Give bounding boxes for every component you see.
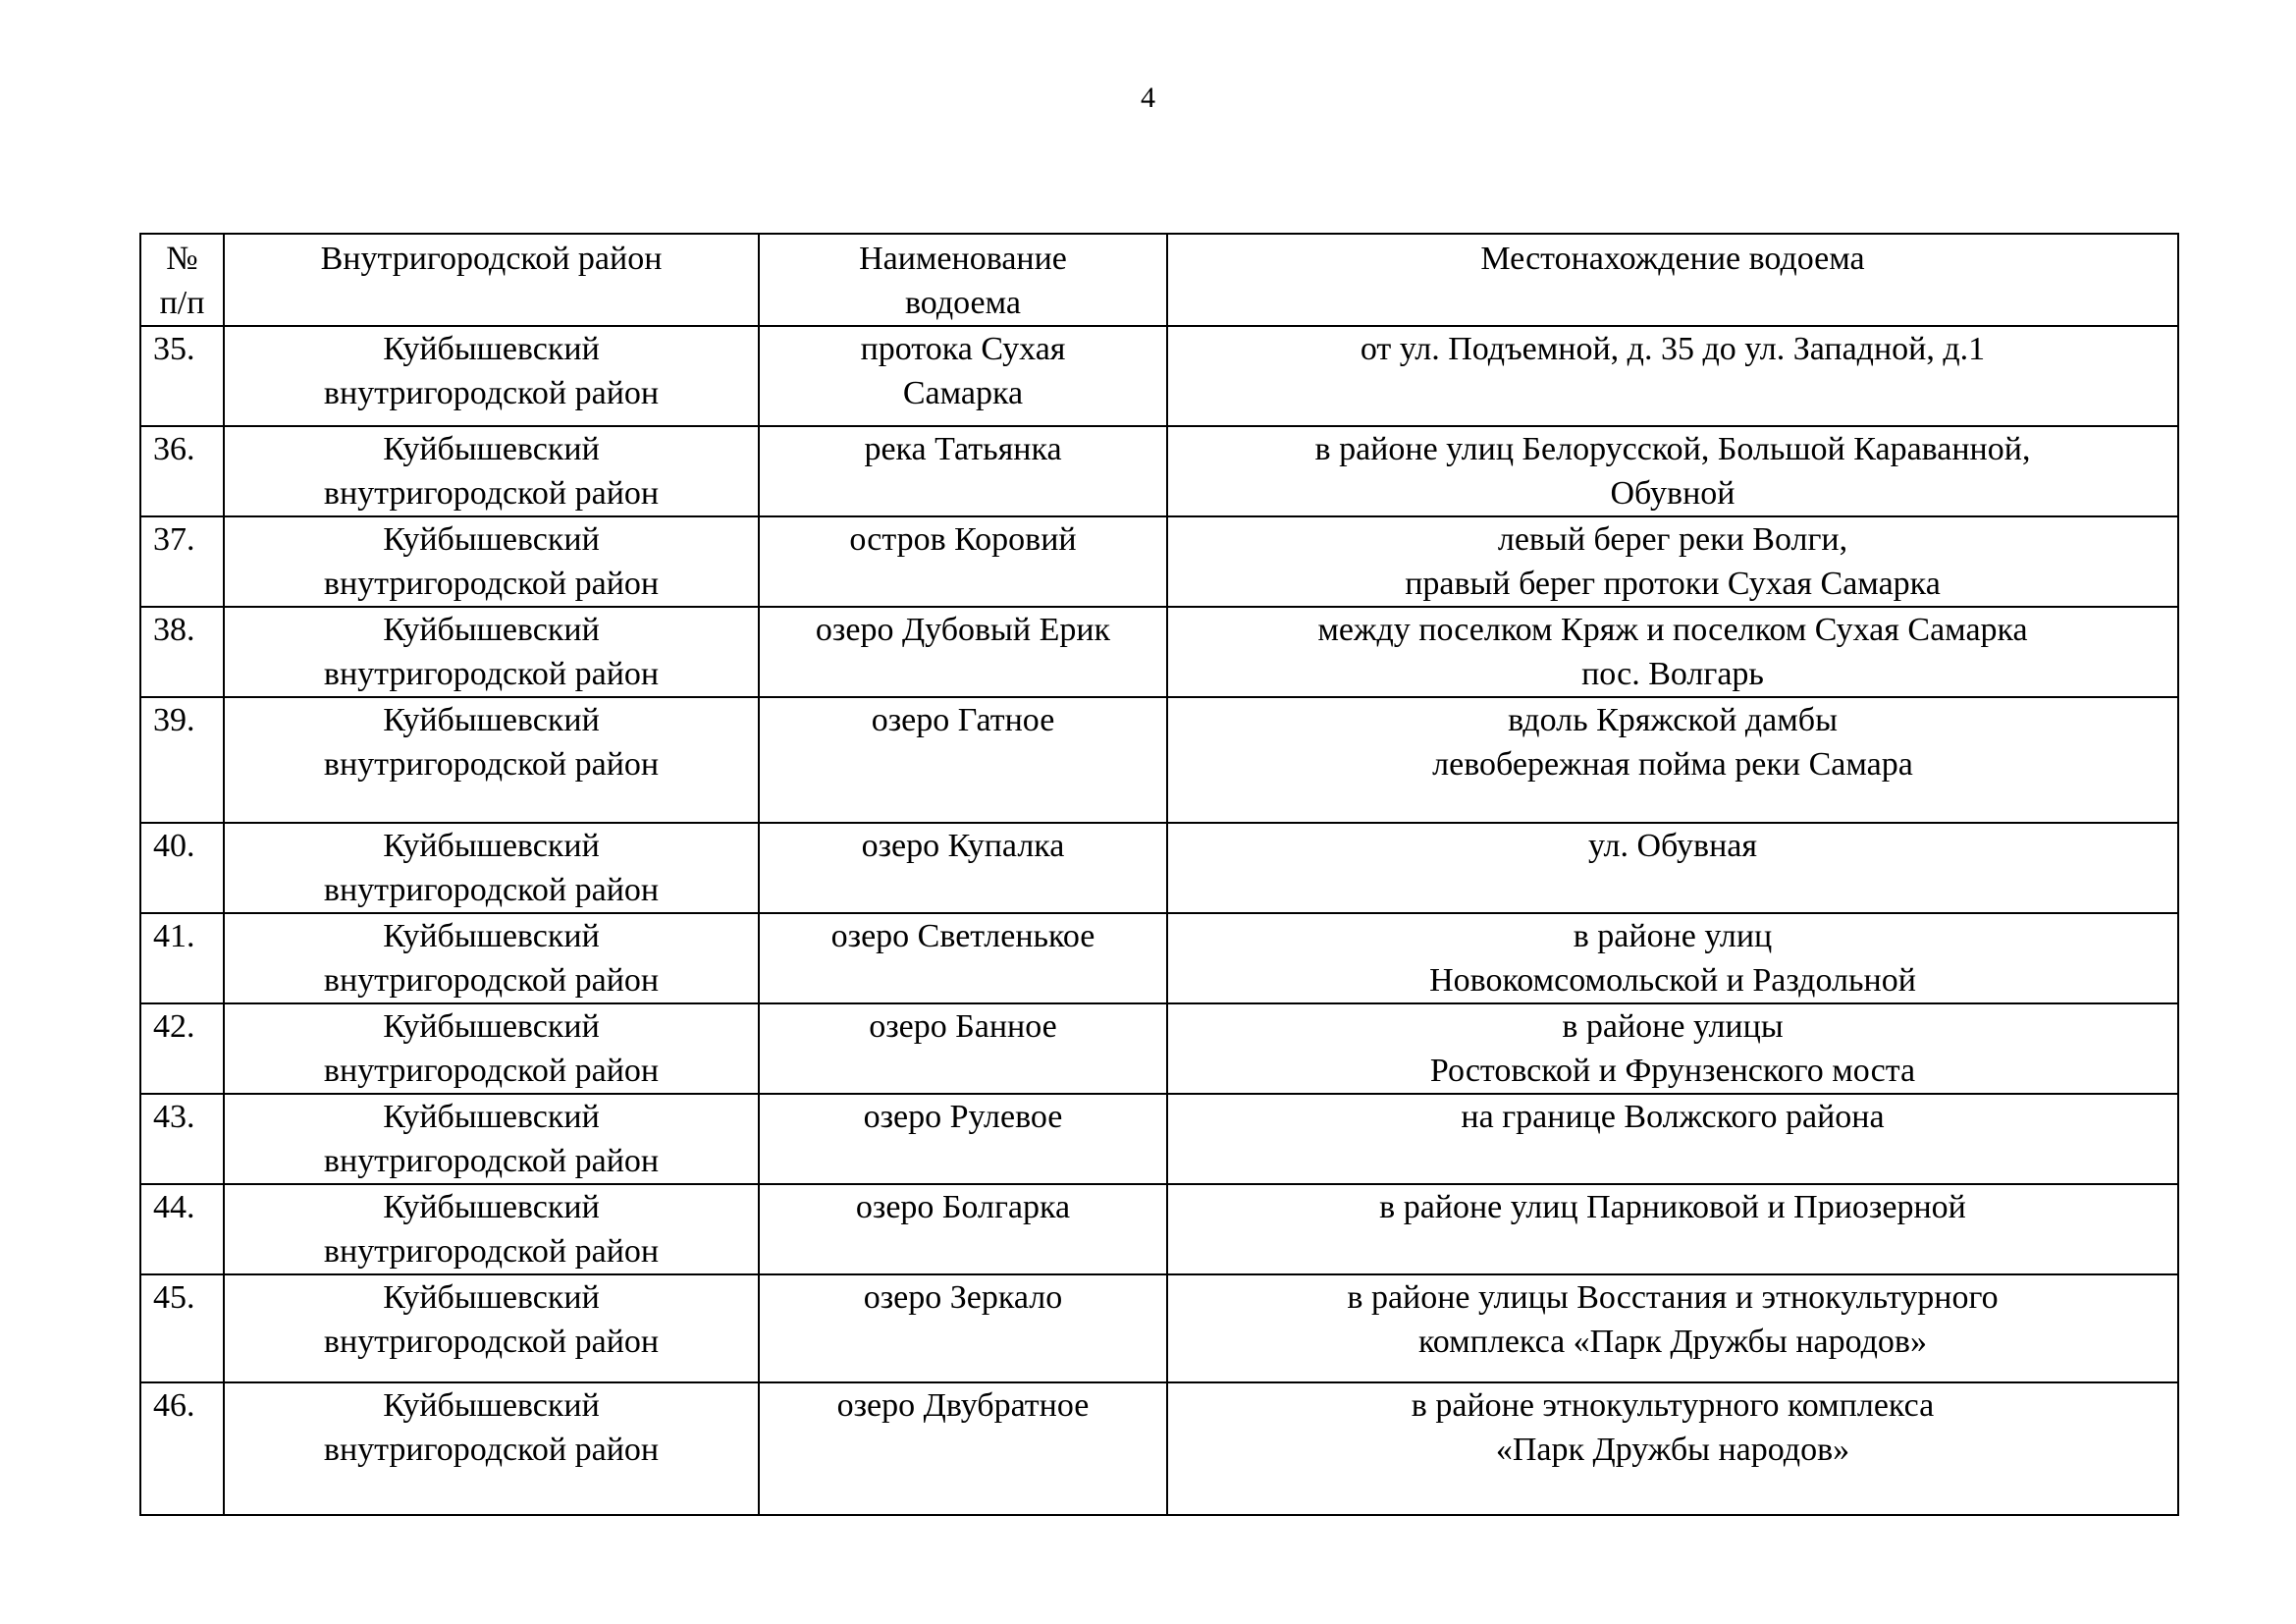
location-cell <box>1167 913 2178 1003</box>
table-row <box>140 516 2178 607</box>
table-row <box>140 697 2178 823</box>
district-cell-line: Куйбышевский <box>383 431 600 467</box>
header-num-line: п/п <box>159 285 205 321</box>
header-district <box>224 234 759 326</box>
location-cell <box>1167 1094 2178 1184</box>
water-body-name-cell-line: Самарка <box>902 375 1024 411</box>
row-number: 41. <box>140 913 224 1003</box>
district-cell-line: внутригородской район <box>323 566 660 602</box>
location-cell <box>1167 1003 2178 1094</box>
water-body-name-cell <box>759 1274 1167 1382</box>
table-row <box>140 1274 2178 1382</box>
location-cell <box>1167 516 2178 607</box>
row-number: 38. <box>140 607 224 697</box>
table-row <box>140 426 2178 516</box>
row-number: 40. <box>140 823 224 913</box>
header-num-line: № <box>166 241 198 277</box>
location-cell <box>1167 1382 2178 1515</box>
district-cell-line: Куйбышевский <box>383 331 600 367</box>
water-body-name-cell-line: озеро Дубовый Ерик <box>815 612 1111 648</box>
location-cell-line: между поселком Кряж и поселком Сухая Самарка <box>1317 612 2028 648</box>
water-body-name-cell-line: озеро Гатное <box>871 702 1055 738</box>
location-cell-line: ул. Обувная <box>1587 828 1757 864</box>
district-cell <box>224 516 759 607</box>
location-cell-line: Обувной <box>1610 475 1735 512</box>
location-cell-line: в районе улицы Восстания и этнокультурного <box>1347 1279 1999 1316</box>
header-district-text: Внутригородской район <box>320 241 663 277</box>
location-cell-line: в районе улицы <box>1562 1008 1784 1045</box>
district-cell-line: Куйбышевский <box>383 612 600 648</box>
header-name <box>759 234 1167 326</box>
water-body-name-cell <box>759 516 1167 607</box>
district-cell <box>224 607 759 697</box>
water-body-name-cell-line: озеро Купалка <box>861 828 1065 864</box>
location-cell-line: в районе улиц <box>1573 918 1773 954</box>
table-row <box>140 823 2178 913</box>
district-cell <box>224 426 759 516</box>
table-row <box>140 1003 2178 1094</box>
header-num <box>140 234 224 326</box>
water-body-name-cell <box>759 426 1167 516</box>
row-number: 39. <box>140 697 224 823</box>
table-row <box>140 1094 2178 1184</box>
location-cell-line: Ростовской и Фрунзенского моста <box>1429 1053 1916 1089</box>
district-cell-line: внутригородской район <box>323 1143 660 1179</box>
water-body-name-cell <box>759 913 1167 1003</box>
district-cell <box>224 697 759 823</box>
location-cell-line: Новокомсомольской и Раздольной <box>1429 962 1916 999</box>
water-body-name-cell-line: река Татьянка <box>864 431 1062 467</box>
table-row <box>140 1184 2178 1274</box>
water-body-name-cell <box>759 823 1167 913</box>
row-number: 35. <box>140 326 224 426</box>
water-body-name-cell <box>759 607 1167 697</box>
district-cell-line: Куйбышевский <box>383 521 600 558</box>
location-cell-line: вдоль Кряжской дамбы <box>1508 702 1838 738</box>
header-location <box>1167 234 2178 326</box>
district-cell <box>224 326 759 426</box>
water-body-name-cell-line: озеро Зеркало <box>863 1279 1063 1316</box>
row-number: 37. <box>140 516 224 607</box>
location-cell <box>1167 607 2178 697</box>
district-cell-line: внутригородской район <box>323 1053 660 1089</box>
district-cell <box>224 1003 759 1094</box>
location-cell <box>1167 1184 2178 1274</box>
water-body-name-cell-line: озеро Банное <box>869 1008 1057 1045</box>
district-cell-line: Куйбышевский <box>383 1387 600 1424</box>
district-cell-line: Куйбышевский <box>383 1099 600 1135</box>
table-row <box>140 913 2178 1003</box>
location-cell <box>1167 697 2178 823</box>
water-body-name-cell <box>759 1094 1167 1184</box>
location-cell-line: пос. Волгарь <box>1581 656 1764 692</box>
district-cell-line: внутригородской район <box>323 746 660 783</box>
location-cell-line: левобережная пойма реки Самара <box>1432 746 1913 783</box>
water-body-name-cell <box>759 1382 1167 1515</box>
district-cell-line: Куйбышевский <box>383 828 600 864</box>
district-cell-line: Куйбышевский <box>383 702 600 738</box>
table-header-row <box>140 234 2178 326</box>
table-body <box>140 326 2178 1515</box>
location-cell-line: в районе улиц Парниковой и Приозерной <box>1379 1189 1966 1225</box>
row-number: 45. <box>140 1274 224 1382</box>
header-location-text: Местонахождение водоема <box>1480 241 1865 277</box>
row-number: 46. <box>140 1382 224 1515</box>
district-cell-line: внутригородской район <box>323 1324 660 1360</box>
district-cell-line: Куйбышевский <box>383 1189 600 1225</box>
water-body-name-cell-line: озеро Светленькое <box>830 918 1095 954</box>
location-cell <box>1167 426 2178 516</box>
location-cell-line: правый берег протоки Сухая Самарка <box>1405 566 1941 602</box>
district-cell-line: внутригородской район <box>323 475 660 512</box>
location-cell-line: комплекса «Парк Дружбы народов» <box>1418 1324 1927 1360</box>
water-body-name-cell-line: озеро Двубратное <box>836 1387 1090 1424</box>
district-cell <box>224 1184 759 1274</box>
header-name-line: водоема <box>904 285 1022 321</box>
water-body-name-cell-line: озеро Болгарка <box>855 1189 1071 1225</box>
water-body-name-cell <box>759 1184 1167 1274</box>
district-cell-line: внутригородской район <box>323 1432 660 1468</box>
district-cell <box>224 913 759 1003</box>
location-cell-line: от ул. Подъемной, д. 35 до ул. Западной, д.1 <box>1360 331 1986 367</box>
district-cell-line: внутригородской район <box>323 1233 660 1270</box>
district-cell-line: Куйбышевский <box>383 918 600 954</box>
row-number: 42. <box>140 1003 224 1094</box>
table-row <box>140 607 2178 697</box>
district-cell-line: внутригородской район <box>323 872 660 908</box>
district-cell <box>224 1382 759 1515</box>
water-body-name-cell <box>759 697 1167 823</box>
district-cell <box>224 823 759 913</box>
location-cell <box>1167 1274 2178 1382</box>
table-row <box>140 1382 2178 1515</box>
water-bodies-table <box>139 233 2179 1516</box>
district-cell-line: Куйбышевский <box>383 1279 600 1316</box>
district-cell-line: внутригородской район <box>323 962 660 999</box>
row-number: 44. <box>140 1184 224 1274</box>
water-body-name-cell-line: протока Сухая <box>860 331 1066 367</box>
header-name-line: Наименование <box>859 241 1067 277</box>
location-cell <box>1167 326 2178 426</box>
location-cell-line: на границе Волжского района <box>1461 1099 1885 1135</box>
water-body-name-cell <box>759 1003 1167 1094</box>
location-cell-line: в районе улиц Белорусской, Большой Караванной, <box>1314 431 2031 467</box>
district-cell-line: внутригородской район <box>323 375 660 411</box>
page-number: 4 <box>1141 81 1155 114</box>
water-body-name-cell-line: озеро Рулевое <box>863 1099 1063 1135</box>
district-cell-line: Куйбышевский <box>383 1008 600 1045</box>
location-cell <box>1167 823 2178 913</box>
row-number: 36. <box>140 426 224 516</box>
row-number: 43. <box>140 1094 224 1184</box>
district-cell <box>224 1274 759 1382</box>
district-cell-line: внутригородской район <box>323 656 660 692</box>
location-cell-line: в районе этнокультурного комплекса <box>1411 1387 1935 1424</box>
water-body-name-cell-line: остров Коровий <box>849 521 1077 558</box>
water-body-name-cell <box>759 326 1167 426</box>
location-cell-line: «Парк Дружбы народов» <box>1495 1432 1850 1468</box>
district-cell <box>224 1094 759 1184</box>
location-cell-line: левый берег реки Волги, <box>1497 521 1848 558</box>
table-row <box>140 326 2178 426</box>
